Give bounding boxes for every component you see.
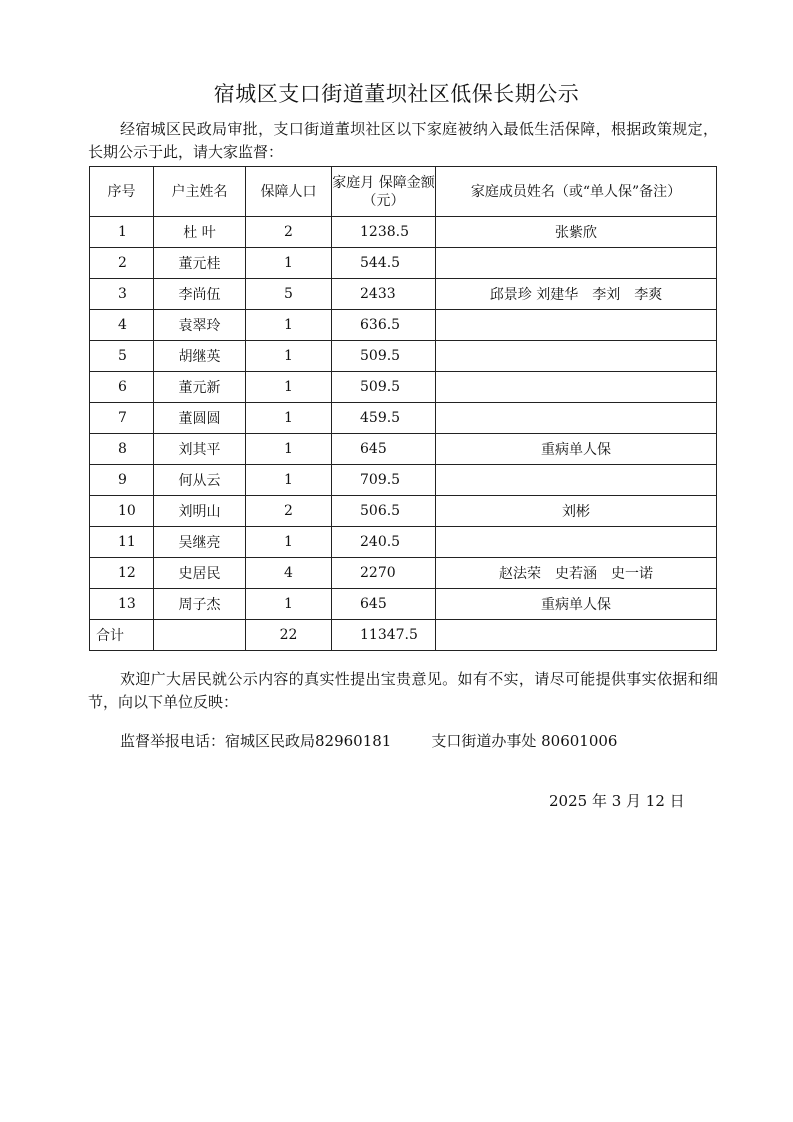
contact-subdistrict-office: 支口街道办事处 80601006 xyxy=(431,732,618,750)
cell-members xyxy=(436,372,717,403)
cell-members xyxy=(436,248,717,279)
table-row xyxy=(90,527,717,558)
cell-people: 1 xyxy=(246,589,332,620)
cell-amount: 506.5 xyxy=(332,496,436,527)
cell-name: 刘明山 xyxy=(154,496,246,527)
header-members: 家庭成员姓名（或“单人保”备注） xyxy=(436,167,717,217)
cell-no: 13 xyxy=(90,589,154,620)
cell-no: 11 xyxy=(90,527,154,558)
table-row xyxy=(90,372,717,403)
cell-people: 1 xyxy=(246,434,332,465)
page-title: 宿城区支口街道董坝社区低保长期公示 xyxy=(213,82,580,106)
cell-no: 12 xyxy=(90,558,154,589)
cell-amount: 636.5 xyxy=(332,310,436,341)
cell-name: 袁翠玲 xyxy=(154,310,246,341)
cell-people: 1 xyxy=(246,248,332,279)
table-row xyxy=(90,465,717,496)
cell-amount: 1238.5 xyxy=(332,217,436,248)
cell-name: 杜 叶 xyxy=(154,217,246,248)
table-row xyxy=(90,248,717,279)
cell-name: 董元新 xyxy=(154,372,246,403)
intro-paragraph: 经宿城区民政局审批，支口街道董坝社区以下家庭被纳入最低生活保障，根据政策规定，长期公示于此，请大家监督： xyxy=(88,120,718,161)
cell-amount: 645 xyxy=(332,589,436,620)
cell-amount: 645 xyxy=(332,434,436,465)
cell-no: 5 xyxy=(90,341,154,372)
cell-people: 5 xyxy=(246,279,332,310)
total-row xyxy=(90,620,717,651)
cell-members: 邱景珍 刘建华 李刘 李爽 xyxy=(436,279,717,310)
cell-people: 2 xyxy=(246,496,332,527)
cell-no: 3 xyxy=(90,279,154,310)
table-row xyxy=(90,496,717,527)
cell-amount: 2270 xyxy=(332,558,436,589)
cell-name: 董元桂 xyxy=(154,248,246,279)
total-members xyxy=(436,620,717,651)
cell-name: 刘其平 xyxy=(154,434,246,465)
header-amount: 家庭月 保障金额（元） xyxy=(332,167,436,217)
cell-members: 赵法荣 史若涵 史一诺 xyxy=(436,558,717,589)
table-row xyxy=(90,589,717,620)
total-label: 合计 xyxy=(90,620,154,651)
cell-amount: 240.5 xyxy=(332,527,436,558)
cell-people: 1 xyxy=(246,527,332,558)
cell-people: 4 xyxy=(246,558,332,589)
cell-no: 4 xyxy=(90,310,154,341)
cell-members: 刘彬 xyxy=(436,496,717,527)
cell-members: 张紫欣 xyxy=(436,217,717,248)
cell-no: 7 xyxy=(90,403,154,434)
cell-members xyxy=(436,403,717,434)
cell-no: 9 xyxy=(90,465,154,496)
cell-people: 1 xyxy=(246,465,332,496)
header-name: 户主姓名 xyxy=(154,167,246,217)
contact-civil-affairs: 监督举报电话：宿城区民政局82960181 xyxy=(120,732,392,750)
header-no: 序号 xyxy=(90,167,154,217)
cell-amount: 544.5 xyxy=(332,248,436,279)
cell-no: 10 xyxy=(90,496,154,527)
cell-members: 重病单人保 xyxy=(436,589,717,620)
table-row xyxy=(90,558,717,589)
table-row xyxy=(90,310,717,341)
cell-no: 6 xyxy=(90,372,154,403)
cell-name: 吴继亮 xyxy=(154,527,246,558)
table-row xyxy=(90,403,717,434)
cell-name: 李尚伍 xyxy=(154,279,246,310)
table-row xyxy=(90,341,717,372)
header-people: 保障人口 xyxy=(246,167,332,217)
cell-people: 1 xyxy=(246,341,332,372)
cell-name: 周子杰 xyxy=(154,589,246,620)
cell-name: 史居民 xyxy=(154,558,246,589)
closing-paragraph: 欢迎广大居民就公示内容的真实性提出宝贵意见。如有不实，请尽可能提供事实依据和细节，向以下单位反映： xyxy=(88,670,718,711)
table-header-row xyxy=(90,167,717,217)
cell-name: 何从云 xyxy=(154,465,246,496)
cell-people: 1 xyxy=(246,372,332,403)
cell-amount: 509.5 xyxy=(332,372,436,403)
cell-amount: 2433 xyxy=(332,279,436,310)
total-amount: 11347.5 xyxy=(332,620,436,651)
cell-no: 2 xyxy=(90,248,154,279)
cell-amount: 709.5 xyxy=(332,465,436,496)
cell-name: 董圆圆 xyxy=(154,403,246,434)
cell-no: 1 xyxy=(90,217,154,248)
cell-members xyxy=(436,465,717,496)
subsidy-table xyxy=(89,166,717,651)
cell-members xyxy=(436,310,717,341)
total-name xyxy=(154,620,246,651)
table-row xyxy=(90,279,717,310)
notice-date: 2025 年 3 月 12 日 xyxy=(549,792,685,810)
cell-people: 1 xyxy=(246,310,332,341)
cell-name: 胡继英 xyxy=(154,341,246,372)
table-row xyxy=(90,217,717,248)
cell-members xyxy=(436,527,717,558)
cell-people: 2 xyxy=(246,217,332,248)
cell-no: 8 xyxy=(90,434,154,465)
table-row xyxy=(90,434,717,465)
cell-members: 重病单人保 xyxy=(436,434,717,465)
cell-amount: 509.5 xyxy=(332,341,436,372)
total-people: 22 xyxy=(246,620,332,651)
contact-line xyxy=(120,730,740,751)
cell-people: 1 xyxy=(246,403,332,434)
cell-members xyxy=(436,341,717,372)
cell-amount: 459.5 xyxy=(332,403,436,434)
